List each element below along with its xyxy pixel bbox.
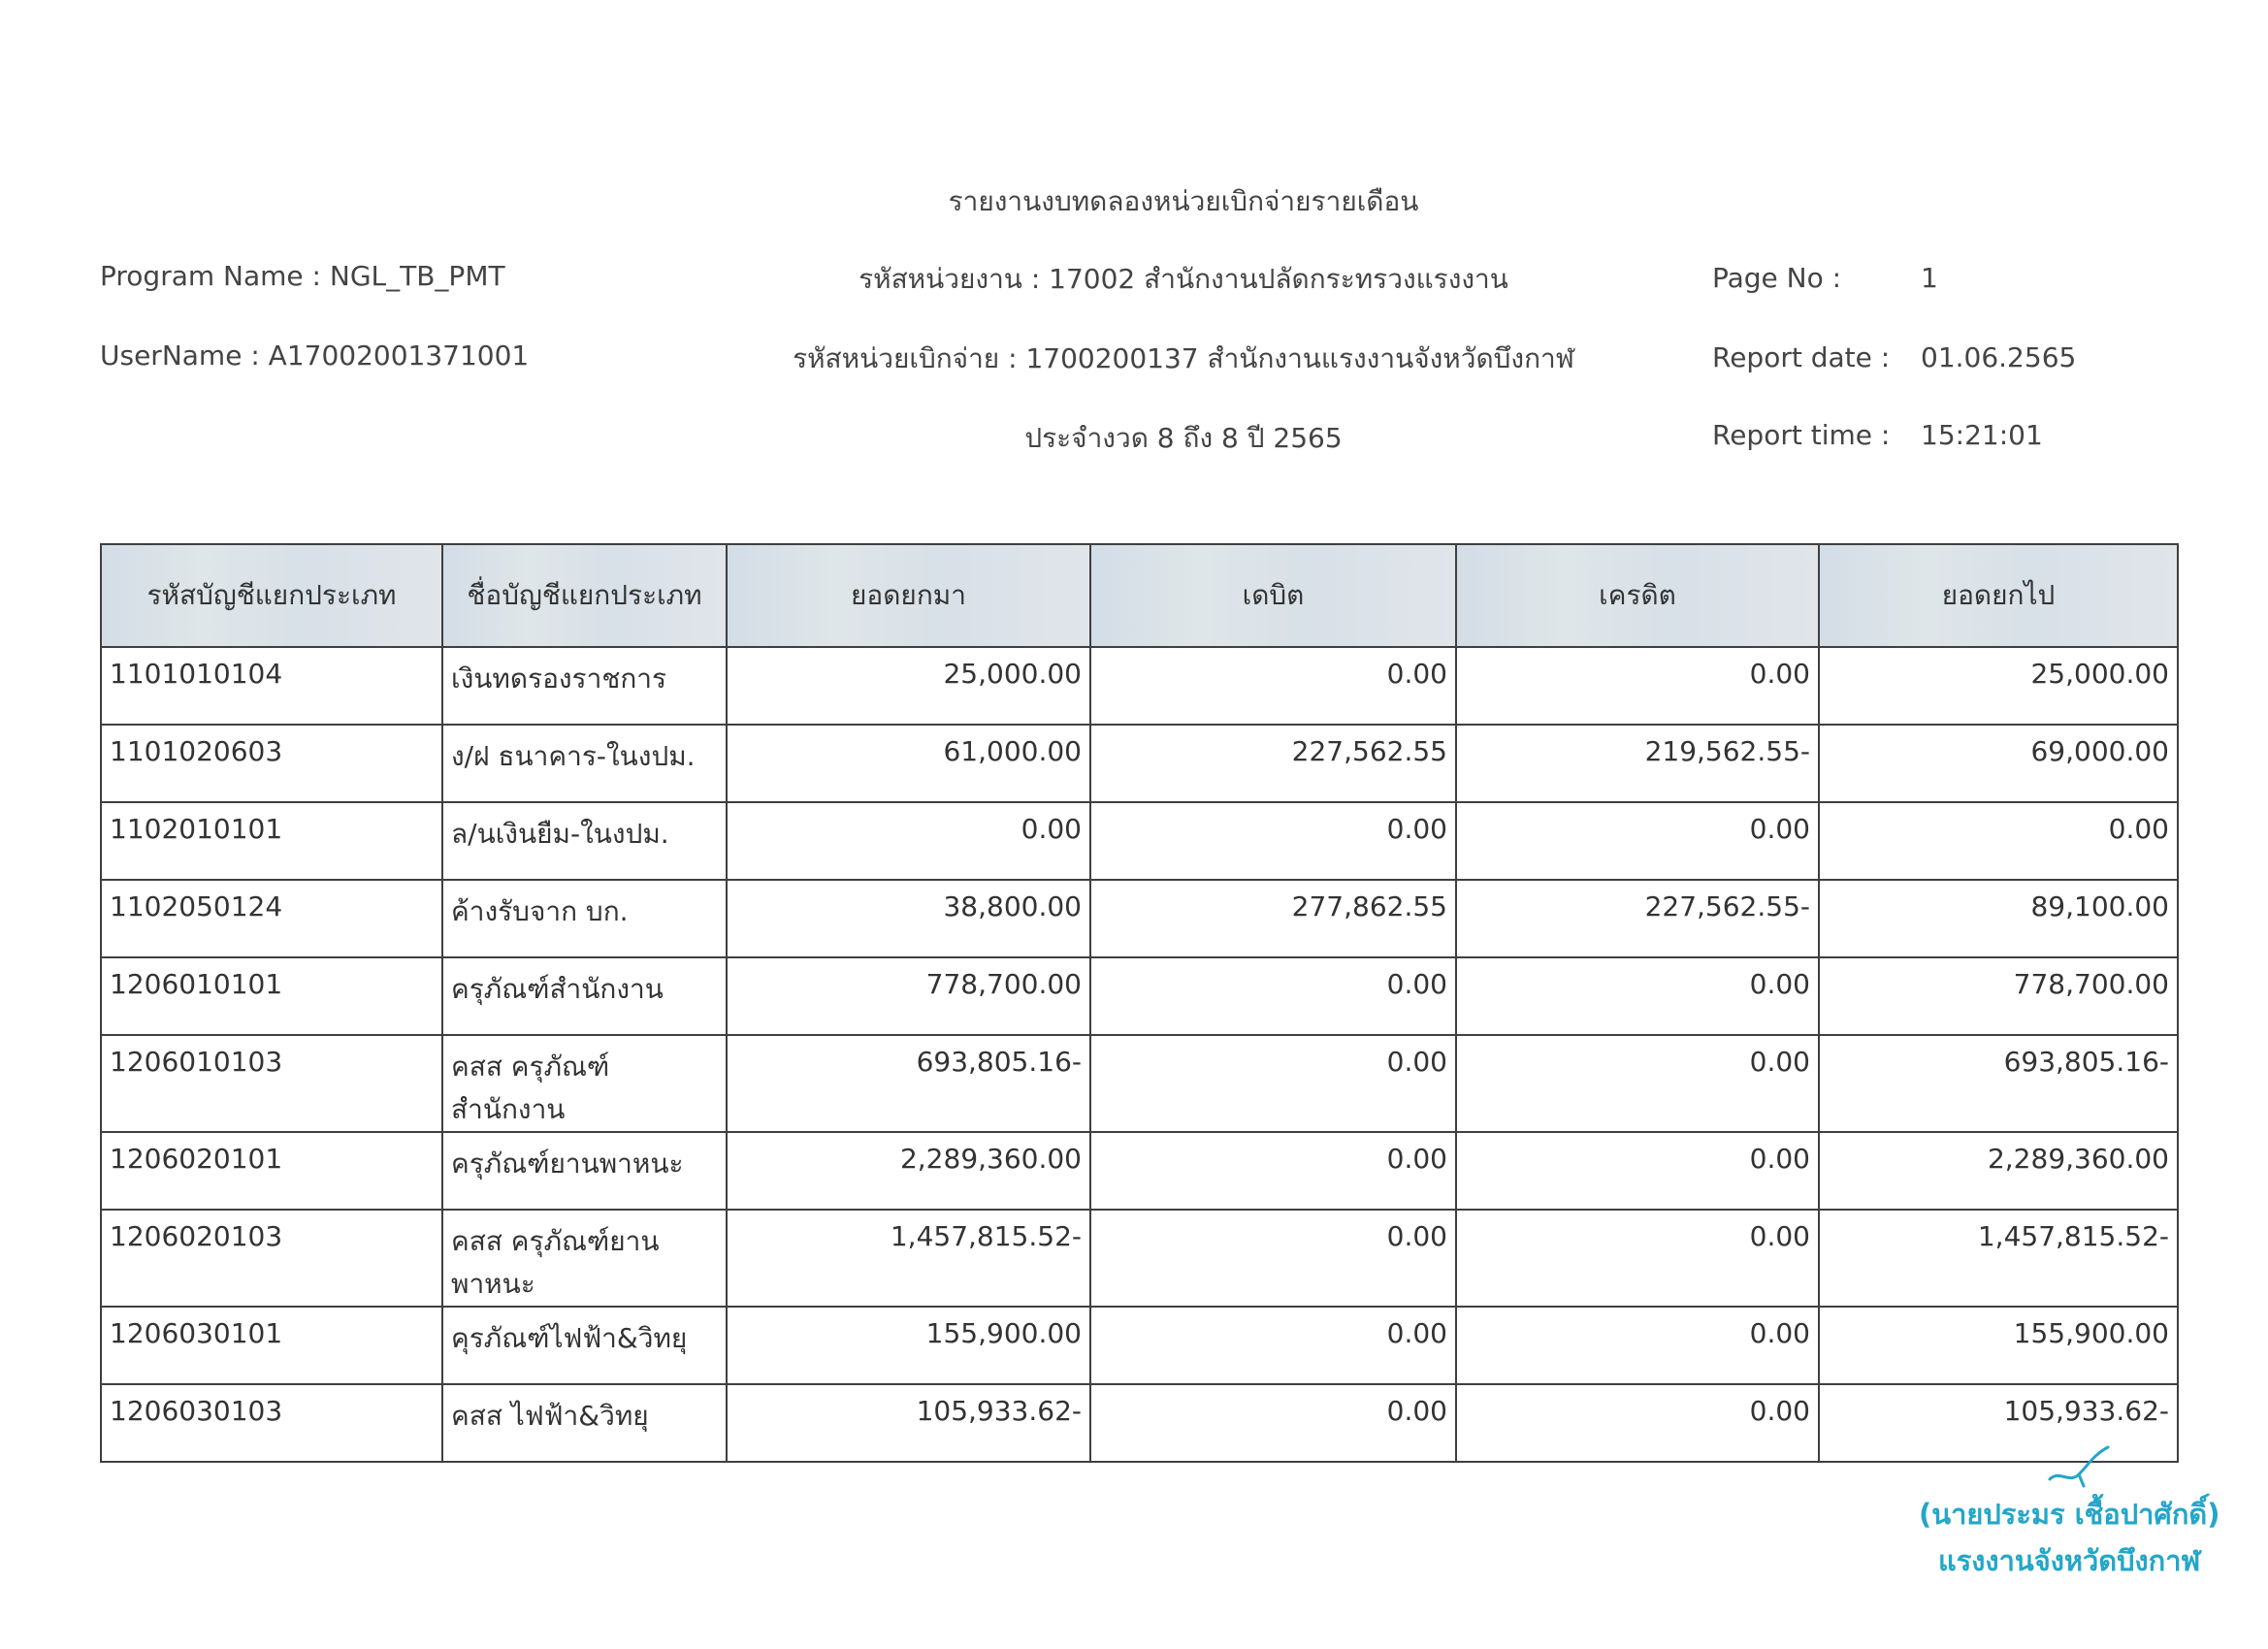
account-name-cell: ล/นเงินยืม-ในงปม. — [442, 802, 727, 880]
carried-forward-cell: 693,805.16- — [1819, 1035, 2178, 1132]
period-line: ประจำงวด 8 ถึง 8 ปี 2565 — [1024, 422, 1343, 454]
credit-cell: 227,562.55- — [1456, 880, 1819, 957]
debit-cell: 0.00 — [1090, 1132, 1456, 1210]
credit-cell: 0.00 — [1456, 1035, 1819, 1132]
report-title: รายงานงบทดลองหน่วยเบิกจ่ายรายเดือน — [948, 185, 1419, 217]
account-code-cell: 1102010101 — [101, 802, 442, 880]
credit-cell: 0.00 — [1456, 1307, 1819, 1384]
column-header-credit: เครดิต — [1456, 544, 1819, 647]
credit-cell: 219,562.55- — [1456, 725, 1819, 802]
brought-forward-cell: 1,457,815.52- — [727, 1210, 1090, 1307]
debit-cell: 0.00 — [1090, 1307, 1456, 1384]
credit-cell: 0.00 — [1456, 1210, 1819, 1307]
brought-forward-cell: 0.00 — [727, 802, 1090, 880]
account-name-cell: ครุภัณฑ์ยานพาหนะ — [442, 1132, 727, 1210]
account-name-cell: ครุภัณฑ์สำนักงาน — [442, 957, 727, 1035]
account-name-cell: ง/ฝ ธนาคาร-ในงปม. — [442, 725, 727, 802]
column-header-account-name: ชื่อบัญชีแยกประเภท — [442, 544, 727, 647]
carried-forward-cell: 105,933.62- — [1819, 1384, 2178, 1462]
debit-cell: 0.00 — [1090, 1210, 1456, 1307]
credit-cell: 0.00 — [1456, 647, 1819, 725]
table-row — [101, 1384, 2178, 1462]
account-code-cell: 1206020103 — [101, 1210, 442, 1307]
signatory-name: (นายประมร เชื้อปาศักดิ์) — [1919, 1498, 2220, 1531]
handwritten-signature-icon — [2035, 1445, 2132, 1494]
carried-forward-cell: 25,000.00 — [1819, 647, 2178, 725]
account-code-cell: 1206020101 — [101, 1132, 442, 1210]
account-name-cell: เงินทดรองราชการ — [442, 647, 727, 725]
debit-cell: 0.00 — [1090, 1035, 1456, 1132]
agency-line: รหัสหน่วยงาน : 17002 สำนักงานปลัดกระทรวงแรงงาน — [859, 263, 1508, 295]
carried-forward-cell: 69,000.00 — [1819, 725, 2178, 802]
table-row — [101, 880, 2178, 957]
column-header-account-code: รหัสบัญชีแยกประเภท — [101, 544, 442, 647]
credit-cell: 0.00 — [1456, 1132, 1819, 1210]
disbursing-unit-line: รหัสหน่วยเบิกจ่าย : 1700200137 สำนักงานแรงงานจังหวัดบึงกาฬ — [793, 342, 1574, 374]
carried-forward-cell: 1,457,815.52- — [1819, 1210, 2178, 1307]
table-row — [101, 802, 2178, 880]
debit-cell: 0.00 — [1090, 647, 1456, 725]
column-header-carried-forward: ยอดยกไป — [1819, 544, 2178, 647]
brought-forward-cell: 778,700.00 — [727, 957, 1090, 1035]
user-name: UserName : A17002001371001 — [100, 340, 530, 372]
carried-forward-cell: 0.00 — [1819, 802, 2178, 880]
debit-cell: 0.00 — [1090, 957, 1456, 1035]
table-row — [101, 725, 2178, 802]
table-row — [101, 1132, 2178, 1210]
brought-forward-cell: 61,000.00 — [727, 725, 1090, 802]
table-row — [101, 1210, 2178, 1307]
debit-cell: 0.00 — [1090, 802, 1456, 880]
credit-cell: 0.00 — [1456, 1384, 1819, 1462]
signature-block — [1909, 1445, 2229, 1581]
account-code-cell: 1102050124 — [101, 880, 442, 957]
carried-forward-cell: 155,900.00 — [1819, 1307, 2178, 1384]
debit-cell: 277,862.55 — [1090, 880, 1456, 957]
account-name-cell: คสส ครุภัณฑ์ยานพาหนะ — [442, 1210, 727, 1307]
brought-forward-cell: 2,289,360.00 — [727, 1132, 1090, 1210]
column-header-debit: เดบิต — [1090, 544, 1456, 647]
carried-forward-cell: 89,100.00 — [1819, 880, 2178, 957]
report-date-label: Report date : — [1712, 341, 1891, 373]
account-code-cell: 1206010103 — [101, 1035, 442, 1132]
brought-forward-cell: 693,805.16- — [727, 1035, 1090, 1132]
brought-forward-cell: 25,000.00 — [727, 647, 1090, 725]
page-no-label: Page No : — [1712, 262, 1842, 294]
account-code-cell: 1101010104 — [101, 647, 442, 725]
trial-balance-table — [100, 543, 2179, 1463]
credit-cell: 0.00 — [1456, 802, 1819, 880]
report-time-value: 15:21:01 — [1921, 419, 2043, 451]
account-name-cell: ค้างรับจาก บก. — [442, 880, 727, 957]
credit-cell: 0.00 — [1456, 957, 1819, 1035]
table-row — [101, 1307, 2178, 1384]
account-name-cell: คุรภัณฑ์ไฟฟ้า&วิทยุ — [442, 1307, 727, 1384]
report-time-label: Report time : — [1712, 419, 1891, 451]
account-name-cell: คสส ครุภัณฑ์สำนักงาน — [442, 1035, 727, 1132]
brought-forward-cell: 105,933.62- — [727, 1384, 1090, 1462]
report-date-value: 01.06.2565 — [1921, 341, 2077, 373]
debit-cell: 227,562.55 — [1090, 725, 1456, 802]
account-code-cell: 1206010101 — [101, 957, 442, 1035]
brought-forward-cell: 38,800.00 — [727, 880, 1090, 957]
signatory-office: แรงงานจังหวัดบึงกาฬ — [1938, 1544, 2201, 1577]
table-row — [101, 647, 2178, 725]
column-header-brought-forward: ยอดยกมา — [727, 544, 1090, 647]
carried-forward-cell: 2,289,360.00 — [1819, 1132, 2178, 1210]
table-header-row — [101, 544, 2178, 647]
account-name-cell: คสส ไฟฟ้า&วิทยุ — [442, 1384, 727, 1462]
program-name: Program Name : NGL_TB_PMT — [100, 260, 505, 292]
table-row — [101, 1035, 2178, 1132]
account-code-cell: 1206030101 — [101, 1307, 442, 1384]
page-no-value: 1 — [1921, 262, 1938, 294]
carried-forward-cell: 778,700.00 — [1819, 957, 2178, 1035]
account-code-cell: 1206030103 — [101, 1384, 442, 1462]
debit-cell: 0.00 — [1090, 1384, 1456, 1462]
table-row — [101, 957, 2178, 1035]
account-code-cell: 1101020603 — [101, 725, 442, 802]
brought-forward-cell: 155,900.00 — [727, 1307, 1090, 1384]
